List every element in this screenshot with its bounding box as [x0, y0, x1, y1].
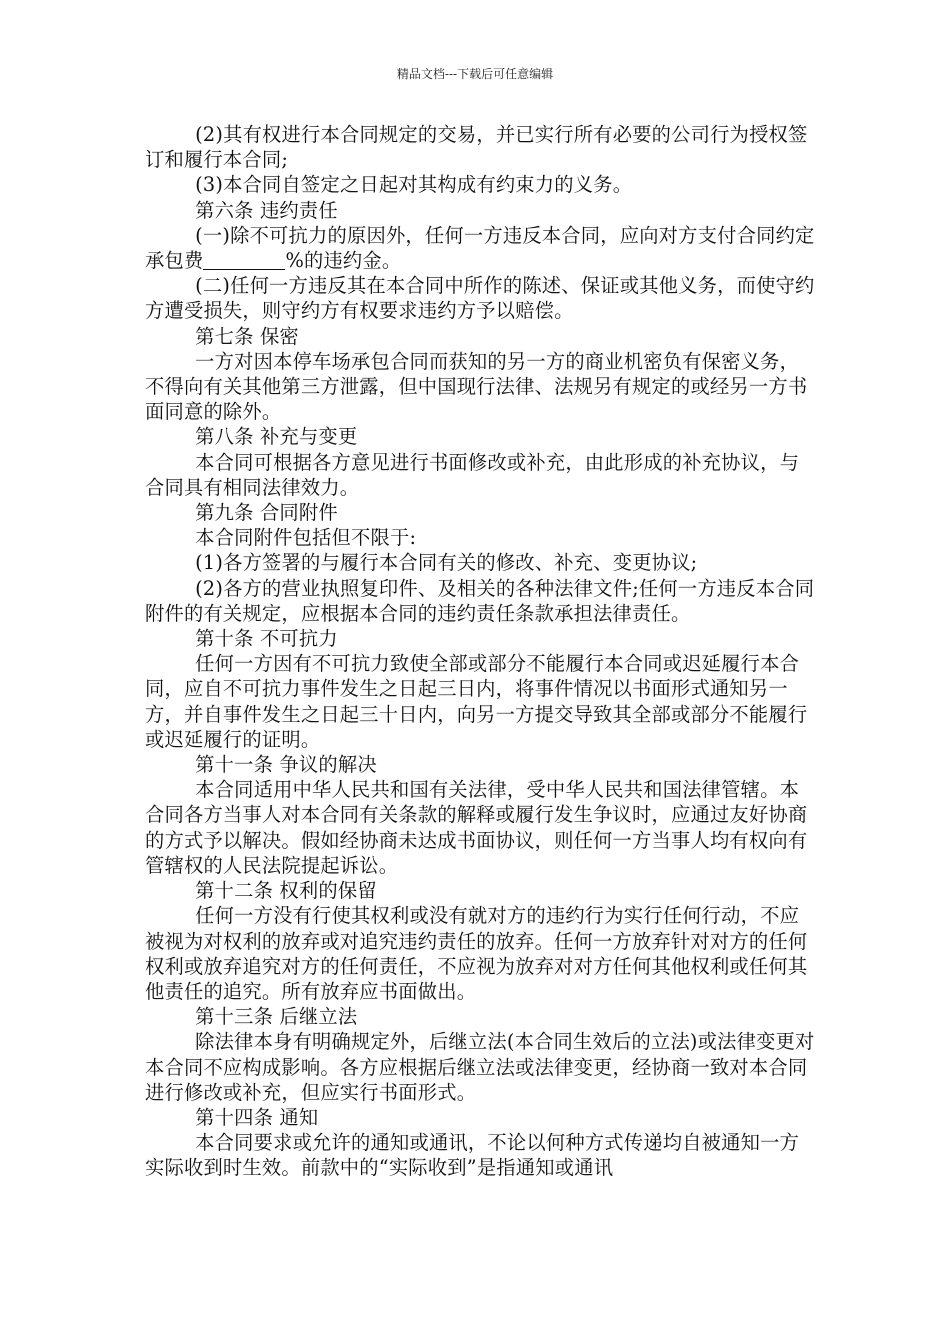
paragraph: (二)任何一方违反其在本合同中所作的陈述、保证或其他义务，而使守约方遭受损失，则守约方有权要求违约方予以赔偿。: [145, 274, 815, 323]
article-heading: 第七条 保密: [195, 324, 299, 348]
article-heading: 第十二条 权利的保留: [195, 879, 377, 903]
fill-in-blank: [203, 250, 285, 270]
article-heading: 第十三条 后继立法: [195, 1005, 358, 1029]
article-heading: 第九条 合同附件: [195, 501, 338, 525]
paragraph: 任何一方没有行使其权利或没有就对方的违约行为实行任何行动，不应被视为对权利的放弃或对追究违约责任的放弃。任何一方放弃针对对方的任何权利或放弃追究对方的任何责任，不应视为放弃对对方任何其他权利或任何其他责任的追究。所有放弃应书面做出。: [145, 904, 808, 1003]
article-heading: 第十一条 争议的解决: [195, 753, 377, 777]
paragraph: (1)各方签署的与履行本合同有关的修改、补充、变更协议;: [195, 551, 698, 575]
paragraph: (2)其有权进行本合同规定的交易，并已实行所有必要的公司行为授权签订和履行本合同;: [145, 123, 808, 172]
article-heading: 第十四条 通知: [195, 1105, 319, 1129]
paragraph: 任何一方因有不可抗力致使全部或部分不能履行本合同或迟延履行本合同，应自不可抗力事件发生之日起三日内，将事件情况以书面形式通知另一方，并自事件发生之日起三十日内，向另一方提交导致其全部或部分不能履行或迟延履行的证明。: [145, 652, 808, 751]
article-heading: 第十条 不可抗力: [195, 627, 338, 651]
paragraph: (2)各方的营业执照复印件、及相关的各种法律文件;任何一方违反本合同附件的有关规定，应根据本合同的违约责任条款承担法律责任。: [145, 576, 815, 625]
paragraph-text: (一)除不可抗力的原因外，任何一方违反本合同，应向对方支付合同约定承包费: [145, 223, 815, 273]
paragraph: (3)本合同自签定之日起对其构成有约束力的义务。: [195, 173, 633, 197]
paragraph: 本合同附件包括但不限于:: [195, 526, 417, 550]
paragraph: [145, 223, 815, 273]
paragraph: 除法律本身有明确规定外，后继立法(本合同生效后的立法)或法律变更对本合同不应构成影响。各方应根据后继立法或法律变更，经协商一致对本合同进行修改或补充，但应实行书面形式。: [145, 1030, 815, 1104]
article-heading: 第六条 违约责任: [195, 198, 338, 222]
paragraph: 本合同要求或允许的通知或通讯，不论以何种方式传递均自被通知一方实际收到时生效。前款中的“实际收到”是指通知或通讯: [145, 1131, 800, 1180]
paragraph: 本合同可根据各方意见进行书面修改或补充，由此形成的补充协议，与合同具有相同法律效力。: [145, 450, 800, 499]
contract-body: [145, 122, 815, 1181]
paragraph: 一方对因本停车场承包合同而获知的另一方的商业机密负有保密义务，不得向有关其他第三方泄露，但中国现行法律、法规另有规定的或经另一方书面同意的除外。: [145, 349, 808, 424]
article-heading: 第八条 补充与变更: [195, 425, 358, 449]
paragraph-text: %的违约金。: [285, 249, 402, 273]
paragraph: 本合同适用中华人民共和国有关法律，受中华人民共和国法律管辖。本合同各方当事人对本合同有关条款的解释或履行发生争议时，应通过友好协商的方式予以解决。假如经协商未达成书面协议，则任何一方当事人均有权向有管辖权的人民法院提起诉讼。: [145, 778, 808, 877]
page-header: 精品文档---下载后可任意编辑: [396, 67, 554, 81]
